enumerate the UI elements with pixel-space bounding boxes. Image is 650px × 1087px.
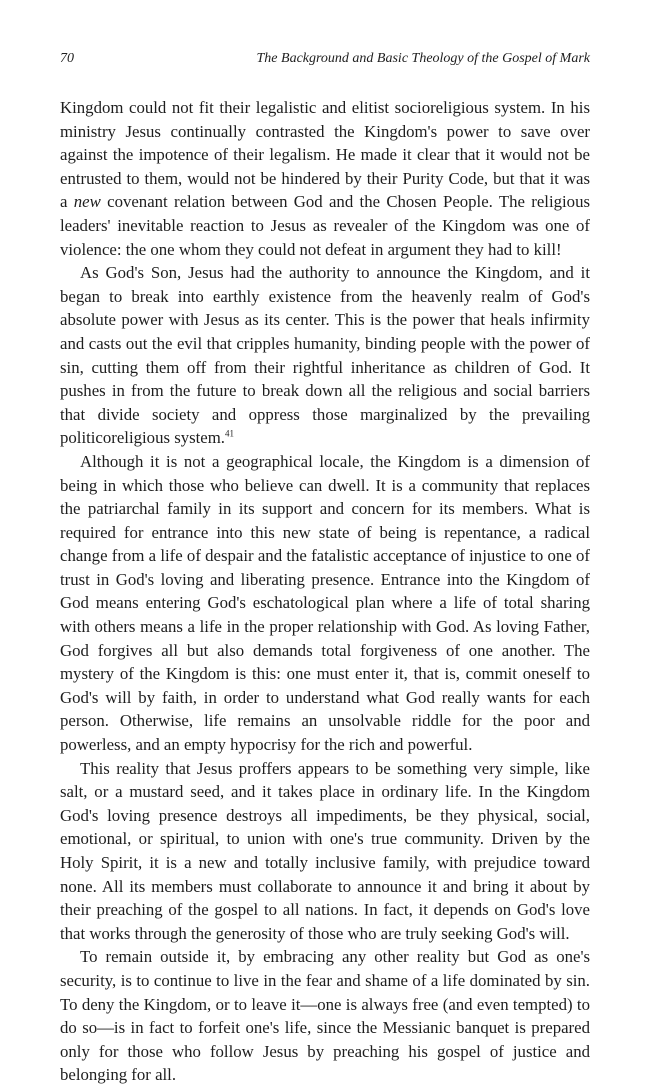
paragraph-1 — [60, 96, 590, 261]
paragraph-3-text: Although it is not a geographical locale, the Kingdom is a dimension of being in which those who believe can dwell. It is a community that replaces the patriarchal family in its support and concern for its members. What is required for entrance into this new state of being is repentance, a radical change from a life of despair and the fatalistic acceptance of injustice to one of trust in God's loving and liberating presence. Entrance into the Kingdom of God means entering God's eschatological plan where a life of total sharing with others means a life in the proper relationship with God. As loving Father, God forgives all but also demands total forgiveness of one another. The mystery of the Kingdom is this: one must enter it, that is, commit oneself to God's will by faith, in order to understand what God really wants for each person. Otherwise, life remains an unsolvable riddle for the poor and powerless, and an empty hypocrisy for the rich and powerful. — [60, 451, 590, 755]
paragraph-2 — [60, 261, 590, 450]
paragraph-4-text: This reality that Jesus proffers appears to be something very simple, like salt, or a mustard seed, and it takes place in ordinary life. In the Kingdom God's loving presence destroys all impediments, be they physical, social, emotional, or spiritual, to union with one's true community. Driven by the Holy Spirit, it is a new and totally inclusive family, with prejudice toward none. All its members must collaborate to announce it and bring it about by their preaching of the gospel to all nations. In fact, it depends on God's love that works through the generosity of those who are truly seeking God's will. — [60, 758, 590, 943]
running-title: The Background and Basic Theology of the Gospel of Mark — [256, 51, 590, 66]
paragraph-2-text: As God's Son, Jesus had the authority to announce the Kingdom, and it began to break into earthly existence from the heavenly realm of God's absolute power with Jesus as its center. This is the power that heals infirmity and casts out the evil that cripples humanity, binding people with the power of sin, cutting them off from their rightful inheritance as children of God. It pushes in from the future to break down all the religious and social barriers that divide society and oppress those marginalized by the prevailing politicoreligious system. — [60, 263, 590, 448]
paragraph-5-text: To remain outside it, by embracing any other reality but God as one's security, is to continue to live in the fear and shame of a life dominated by sin. To deny the Kingdom, or to leave it—one is always free (and even tempted) to do so—is in fact to forfeit one's life, since the Messianic banquet is prepared only for those who follow Jesus by preaching his gospel of justice and belonging for all. — [60, 947, 590, 1085]
paragraph-3 — [60, 450, 590, 757]
paragraph-4 — [60, 757, 590, 946]
page-number: 70 — [60, 51, 74, 66]
emphasis-new: new — [73, 192, 101, 212]
body-text — [60, 96, 590, 1087]
footnote-marker: 41 — [225, 428, 235, 439]
paragraph-1-text-end: covenant relation between God and the Chosen People. The religious leaders' inevitable reaction to Jesus as revealer of the Kingdom was one of violence: the one whom they could not defeat in argument they had to kill! — [60, 192, 590, 259]
paragraph-1-text-start: Kingdom could not fit their legalistic and elitist socioreligious system. In his ministry Jesus continually contrasted the Kingdom's power to save over against the impotence of their legalism. He made it clear that it would not be entrusted to them, would not be hindered by their Purity Code, but that it was a — [60, 98, 590, 212]
book-page — [60, 50, 590, 1087]
paragraph-5 — [60, 945, 590, 1087]
running-head — [60, 50, 590, 68]
